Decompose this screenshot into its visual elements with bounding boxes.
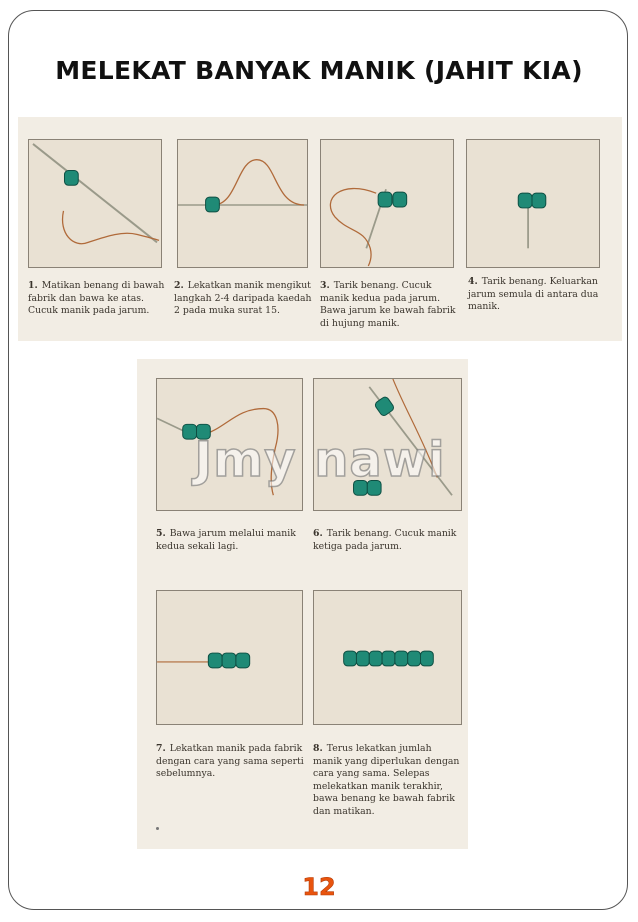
step-5-caption: 5. Bawa jarum melalui manik kedua sekali lagi. xyxy=(156,528,296,552)
step-1-caption: 1. Matikan benang di bawah fabrik dan bawa ke atas. Cucuk manik pada jarum. xyxy=(28,280,165,317)
step-3-illustration xyxy=(320,139,454,268)
step-4-illustration xyxy=(466,139,600,268)
step-7-caption: 7. Lekatkan manik pada fabrik dengan cara yang sama seperti sebelumnya. xyxy=(156,743,304,780)
step-8-illustration xyxy=(313,590,462,725)
decorative-dot xyxy=(156,827,159,830)
step-2-caption: 2. Lekatkan manik mengikut langkah 2-4 daripada kaedah 2 pada muka surat 15. xyxy=(174,280,312,317)
step-6-caption: 6. Tarik benang. Cucuk manik ketiga pada jarum. xyxy=(313,528,457,552)
step-7-illustration xyxy=(156,590,303,725)
step-4-caption: 4. Tarik benang. Keluarkan jarum semula di antara dua manik. xyxy=(468,276,599,313)
step-1-illustration xyxy=(28,139,162,268)
step-3-caption: 3. Tarik benang. Cucuk manik kedua pada jarum. Bawa jarum ke bawah fabrik di hujung manik. xyxy=(320,280,456,329)
page-title: MELEKAT BANYAK MANIK (JAHIT KIA) xyxy=(55,56,583,85)
page-number: 12 xyxy=(302,873,336,901)
watermark-text: Jmy nawi xyxy=(194,432,446,488)
step-8-caption: 8. Terus lekatkan jumlah manik yang diperlukan dengan cara yang sama. Selepas melekatkan manik terakhir, bawa benang ke bawah fabrik dan matikan. xyxy=(313,743,460,817)
step-2-illustration xyxy=(177,139,308,268)
